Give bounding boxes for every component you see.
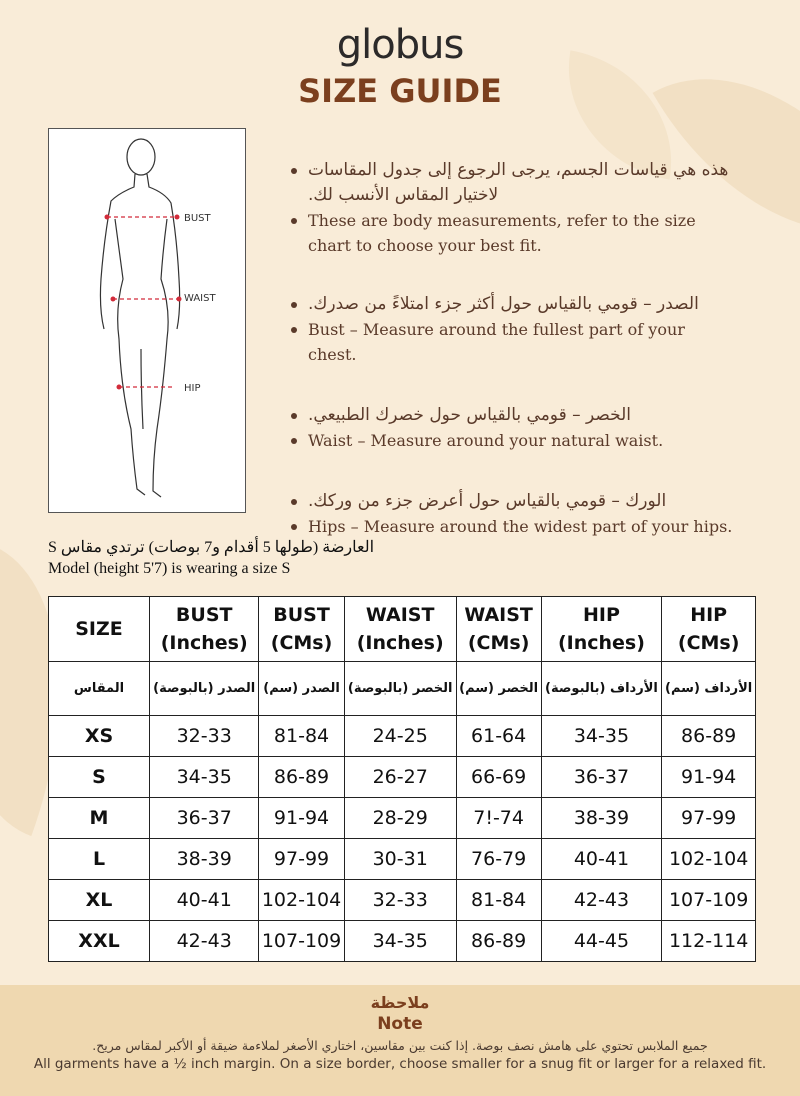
measurement-cell: 24-25 [344, 716, 456, 757]
header-bust-cms: BUST (CMs) [259, 597, 344, 662]
header-ar: الأرداف (سم) [662, 662, 756, 716]
instruction-waist [288, 403, 738, 453]
measurement-cell: 97-99 [662, 798, 756, 839]
measurement-cell: 34-35 [541, 716, 662, 757]
header-bust-inches: BUST (Inches) [150, 597, 259, 662]
measurement-cell: 61-64 [456, 716, 541, 757]
measurement-cell: 86-89 [259, 757, 344, 798]
table-row [49, 880, 756, 921]
note-section [0, 985, 800, 1096]
header-ar: الخصر (بالبوصة) [344, 662, 456, 716]
measurement-cell: 112-114 [662, 921, 756, 962]
hip-label: HIP [184, 383, 201, 394]
measurement-cell: 86-89 [456, 921, 541, 962]
measurement-cell: 81-84 [456, 880, 541, 921]
measurement-cell: 97-99 [259, 839, 344, 880]
size-cell: XL [49, 880, 150, 921]
note-title-en: Note [377, 1014, 423, 1034]
table-row [49, 716, 756, 757]
measurement-cell: 32-33 [344, 880, 456, 921]
header-hip-cms: HIP (CMs) [662, 597, 756, 662]
instruction-ar: الصدر – قومي بالقياس حول أكثر جزء امتلاءً من صدرك. [288, 292, 738, 317]
model-info-en: Model (height 5'7) is wearing a size S [48, 560, 291, 577]
measurement-cell: 42-43 [541, 880, 662, 921]
measurement-instructions [288, 158, 738, 565]
model-info-ar: العارضة (طولها 5 أقدام و7 بوصات) ترتدي مقاس S [48, 539, 375, 556]
measurement-cell: 40-41 [541, 839, 662, 880]
measurement-cell: 81-84 [259, 716, 344, 757]
waist-label: WAIST [184, 293, 216, 304]
measurement-cell: 102-104 [662, 839, 756, 880]
header-ar: الصدر (بالبوصة) [150, 662, 259, 716]
table-row [49, 757, 756, 798]
instruction-en: Waist – Measure around your natural waist. [288, 428, 738, 453]
instruction-en: Bust – Measure around the fullest part of your chest. [288, 317, 738, 367]
size-cell: XS [49, 716, 150, 757]
instruction-general [288, 158, 738, 258]
table-row [49, 839, 756, 880]
measurement-cell: 91-94 [259, 798, 344, 839]
header-ar: الصدر (سم) [259, 662, 344, 716]
header-waist-cms: WAIST (CMs) [456, 597, 541, 662]
header-hip-inches: HIP (Inches) [541, 597, 662, 662]
brand-logo: globus [336, 22, 464, 68]
header-waist-inches: WAIST (Inches) [344, 597, 456, 662]
note-text-ar: جميع الملابس تحتوي على هامش نصف بوصة. إذا كنت بين مقاسين، اختاري الأصغر لملاءمة ضيقة أو الأكبر لمقاس مريح. [92, 1038, 708, 1053]
note-title-ar: ملاحظة [370, 993, 430, 1012]
body-outline-illustration [49, 129, 245, 512]
body-measurement-figure [48, 128, 246, 513]
measurement-cell: 30-31 [344, 839, 456, 880]
note-text-en: All garments have a ½ inch margin. On a size border, choose smaller for a snug fit or larger for a relaxed fit. [33, 1056, 767, 1072]
size-chart-table [48, 596, 756, 962]
measurement-cell: 66-69 [456, 757, 541, 798]
table-header-row [49, 597, 756, 662]
measurement-cell: 34-35 [150, 757, 259, 798]
measurement-cell: 28-29 [344, 798, 456, 839]
measurement-cell: 36-37 [541, 757, 662, 798]
size-cell: XXL [49, 921, 150, 962]
measurement-cell: 36-37 [150, 798, 259, 839]
measurement-cell: 7!-74 [456, 798, 541, 839]
size-cell: S [49, 757, 150, 798]
measurement-cell: 38-39 [541, 798, 662, 839]
instruction-en: These are body measurements, refer to the size chart to choose your best fit. [288, 208, 738, 258]
model-info [48, 537, 374, 579]
table-header-row-ar [49, 662, 756, 716]
instruction-hips [288, 489, 738, 539]
measurement-cell: 34-35 [344, 921, 456, 962]
measurement-cell: 42-43 [150, 921, 259, 962]
size-cell: M [49, 798, 150, 839]
measurement-cell: 102-104 [259, 880, 344, 921]
measurement-cell: 86-89 [662, 716, 756, 757]
header-ar: الخصر (سم) [456, 662, 541, 716]
size-cell: L [49, 839, 150, 880]
page-title: SIZE GUIDE [298, 72, 502, 110]
measurement-cell: 38-39 [150, 839, 259, 880]
header-ar: الأرداف (بالبوصة) [541, 662, 662, 716]
measurement-cell: 76-79 [456, 839, 541, 880]
instruction-ar: هذه هي قياسات الجسم، يرجى الرجوع إلى جدول المقاسات لاختيار المقاس الأنسب لك. [288, 158, 738, 208]
table-row [49, 921, 756, 962]
measurement-cell: 91-94 [662, 757, 756, 798]
measurement-cell: 26-27 [344, 757, 456, 798]
instruction-ar: الخصر – قومي بالقياس حول خصرك الطبيعي. [288, 403, 738, 428]
measurement-cell: 40-41 [150, 880, 259, 921]
instruction-en: Hips – Measure around the widest part of your hips. [288, 514, 738, 539]
header-ar: المقاس [49, 662, 150, 716]
bust-label: BUST [184, 213, 211, 224]
measurement-cell: 107-109 [259, 921, 344, 962]
measurement-cell: 44-45 [541, 921, 662, 962]
measurement-cell: 32-33 [150, 716, 259, 757]
measurement-cell: 107-109 [662, 880, 756, 921]
header-size: SIZE [49, 597, 150, 662]
instruction-bust [288, 292, 738, 367]
table-row [49, 798, 756, 839]
instruction-ar: الورك – قومي بالقياس حول أعرض جزء من وركك. [288, 489, 738, 514]
